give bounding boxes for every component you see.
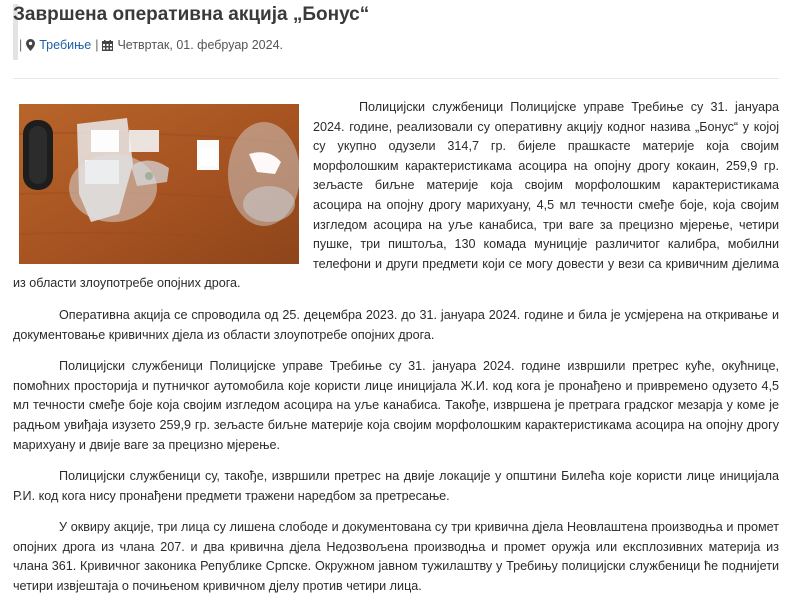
map-marker-icon xyxy=(26,39,35,51)
location-link[interactable]: Требиње xyxy=(39,38,92,52)
article-paragraph: Полицијски службеници Полицијске управе Требиње су 31. јануара 2024. године извршили претрес куће, окућнице, помоћних просторија и путничког аутомобила које користи лице иницијала Ж.И. код кога је пронађено и привремено одузето 4,5 мл течности смеђе боје која својим изгледом асоцира на уље канабиса. Такође, извршена је претрага градског мезарја у коме је радњом увиђаја изузето 259,9 гр. зељасте биљне материје која својим морфолошким карактеристикама асоцира на опојну дрогу марихуану и двије ваге за прецизно мјерење. xyxy=(13,359,779,452)
article-paragraph: Полицијски службеници су, такође, извршили претрес на двије локације у општини Билећа које користи лице иницијала Р.И. код кога нису пронађени предмети тражени наредбом за претресање. xyxy=(13,469,779,503)
article-paragraph: У оквиру акције, три лица су лишена слободе и документована су три кривична дјела Неовлаштена производња и промет опојних дрога из члана 207. и два кривична дјела Недозвољена производња и промет оружја или експлозивних материја из члана 361. Кривичног законика Републике Српске. Окружном јавном тужилаштву у Требињу полицијски службеници ће поднијети четири извјештаја о почињеном кривичном дјелу против четири лица. xyxy=(13,520,779,594)
article-title: Завршена оперативна акција „Бонус“ xyxy=(13,4,370,25)
meta-separator-2: | xyxy=(95,38,99,52)
article-body xyxy=(13,98,779,609)
article-meta xyxy=(15,38,283,52)
calendar-icon xyxy=(102,40,113,51)
meta-separator: | xyxy=(19,38,23,52)
header-divider xyxy=(13,78,779,79)
article-date: Четвртак, 01. фебруар 2024. xyxy=(117,38,283,52)
seized-items-photo[interactable] xyxy=(19,104,299,264)
article-paragraph: Полицијски службеници Полицијске управе Требиње су 31. јануара 2024. године, реализовали су оперативну акцију кодног назива „Бонус“ у којој су укупно одузели 314,7 гр. бијеле прашкасте материје која својим морфолошким карактеристикама асоцира на опојну дрогу кокаин, 259,9 гр. зељасте биљне материје која својим морфолошким карактеристикама асоцира на опојну дрогу марихуану, 4,5 мл течности смеђе боје, која својим изгледом асоцира на уље канабиса, три ваге за прецизно мјерење, четири пушке, три пиштоља, 130 комада муниције различитог калибра, мобилни телефони и други предмети који се могу довести у вези са кривичним дјелима из области злоупотребе опојних дрога. xyxy=(13,100,779,291)
article-paragraph: Оперативна акција се спроводила од 25. децембра 2023. до 31. јануара 2024. године и била је усмјерена на откривање и документовање кривичних дјела из области злоупотребе опојних дрога. xyxy=(13,307,779,342)
